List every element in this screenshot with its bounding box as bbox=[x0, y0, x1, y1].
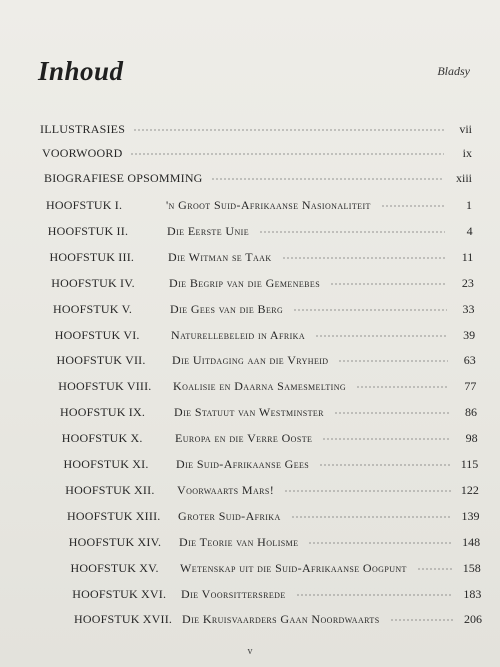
chapter-page: 206 bbox=[464, 612, 482, 627]
chapter-page: 77 bbox=[464, 379, 477, 394]
chapter-page: 122 bbox=[460, 482, 479, 497]
chapter-number: HOOFSTUK VIII. bbox=[58, 379, 152, 394]
toc-entry-biografiese-opsomming bbox=[44, 170, 472, 186]
chapter-heading: Die Witman se Taak bbox=[168, 249, 272, 264]
chapter-heading: Die Teorie van Holisme bbox=[179, 534, 299, 549]
chapter-heading: Groter Suid-Afrika bbox=[178, 508, 281, 523]
dot-leader bbox=[334, 412, 449, 414]
toc-entry-chapter-15 bbox=[71, 560, 481, 576]
chapter-heading: Die Statuut van Westminster bbox=[174, 405, 324, 420]
toc-entry-chapter-4 bbox=[51, 275, 474, 291]
chapter-page: 33 bbox=[462, 301, 475, 316]
chapter-number: HOOFSTUK I. bbox=[46, 198, 123, 212]
chapter-number: HOOFSTUK V. bbox=[53, 301, 133, 316]
toc-entry-label: ILLUSTRASIES bbox=[40, 122, 126, 136]
toc-entry-page: ix bbox=[462, 146, 472, 160]
chapter-number: HOOFSTUK X. bbox=[61, 431, 143, 446]
chapter-number: HOOFSTUK IX. bbox=[60, 405, 146, 420]
toc-entry-chapter-12 bbox=[65, 482, 479, 498]
toc-entry-label: BIOGRAFIESE OPSOMMING bbox=[44, 171, 203, 185]
toc-entry-chapter-9 bbox=[60, 404, 477, 420]
dot-leader bbox=[356, 386, 448, 388]
dot-leader bbox=[291, 516, 452, 518]
dot-leader bbox=[322, 438, 450, 440]
page-folio: v bbox=[247, 646, 253, 657]
chapter-number: HOOFSTUK XIII. bbox=[67, 508, 161, 523]
dot-leader bbox=[130, 153, 444, 155]
chapter-page: 11 bbox=[461, 249, 474, 264]
toc-entry-page: xiii bbox=[455, 171, 472, 185]
toc-entry-voorwoord bbox=[42, 145, 472, 161]
chapter-heading: Koalisie en Daarna Samesmelting bbox=[173, 379, 347, 394]
chapter-number: HOOFSTUK XII. bbox=[65, 482, 155, 497]
chapter-page: 115 bbox=[460, 457, 479, 471]
toc-entry-chapter-2 bbox=[48, 223, 473, 239]
toc-entry-chapter-1 bbox=[46, 197, 472, 213]
chapter-heading: Europa en die Verre Ooste bbox=[175, 431, 313, 446]
dot-leader bbox=[330, 283, 446, 285]
chapter-number: HOOFSTUK XI. bbox=[63, 457, 149, 471]
toc-entry-chapter-14 bbox=[69, 534, 480, 550]
chapter-page: 63 bbox=[463, 353, 476, 368]
dot-leader bbox=[315, 335, 447, 337]
chapter-heading: Die Begrip van die Gemenebes bbox=[169, 275, 321, 290]
dot-leader bbox=[211, 178, 444, 180]
chapter-page: 1 bbox=[466, 198, 472, 212]
dot-leader bbox=[296, 594, 453, 596]
chapter-number: HOOFSTUK II. bbox=[47, 223, 129, 238]
page-title: Inhoud bbox=[38, 56, 124, 86]
dot-leader bbox=[338, 360, 448, 362]
dot-leader bbox=[284, 490, 451, 492]
toc-entry-chapter-11 bbox=[64, 456, 479, 472]
toc-entry-illustrasies bbox=[40, 121, 472, 137]
chapter-number: HOOFSTUK XVII. bbox=[74, 612, 173, 627]
toc-entry-chapter-17 bbox=[74, 611, 482, 627]
chapter-number: HOOFSTUK XIV. bbox=[68, 534, 162, 549]
dot-leader bbox=[259, 231, 445, 233]
toc-entry-chapter-10 bbox=[62, 430, 478, 446]
toc-entry-label: VOORWOORD bbox=[42, 146, 123, 160]
chapter-number: HOOFSTUK VI. bbox=[54, 327, 140, 342]
toc-entry-page: vii bbox=[459, 122, 472, 136]
chapter-heading: Die Kruisvaarders Gaan Noordwaarts bbox=[182, 612, 380, 627]
chapter-page: 23 bbox=[461, 275, 474, 290]
chapter-number: HOOFSTUK IV. bbox=[51, 275, 135, 290]
dot-leader bbox=[282, 257, 445, 259]
chapter-heading: Die Gees van die Berg bbox=[170, 301, 284, 316]
chapter-page: 39 bbox=[463, 327, 476, 342]
chapter-page: 158 bbox=[462, 560, 481, 575]
chapter-heading: Voorwaarts Mars! bbox=[177, 482, 275, 497]
toc-entry-chapter-6 bbox=[55, 327, 475, 343]
dot-leader bbox=[319, 464, 450, 466]
chapter-heading: Die Voorsittersrede bbox=[181, 586, 286, 601]
chapter-heading: 'n Groot Suid-Afrikaanse Nasionaliteit bbox=[166, 198, 371, 212]
chapter-page: 4 bbox=[466, 223, 473, 238]
chapter-page: 86 bbox=[465, 405, 477, 420]
toc-entry-chapter-13 bbox=[67, 508, 480, 524]
chapter-number: HOOFSTUK VII. bbox=[56, 353, 146, 368]
chapter-page: 183 bbox=[463, 586, 482, 601]
chapter-number: HOOFSTUK XV. bbox=[70, 560, 159, 575]
toc-entry-chapter-5 bbox=[53, 301, 475, 317]
chapter-heading: Naturellebeleid in Afrika bbox=[171, 327, 305, 342]
chapter-page: 148 bbox=[462, 534, 481, 549]
dot-leader bbox=[308, 542, 452, 544]
toc-entry-chapter-16 bbox=[72, 586, 481, 602]
chapter-heading: Die Eerste Unie bbox=[167, 223, 249, 238]
chapter-number: HOOFSTUK XVI. bbox=[72, 586, 167, 601]
toc-entry-chapter-3 bbox=[50, 249, 474, 265]
toc-entry-chapter-7 bbox=[57, 352, 476, 368]
dot-leader bbox=[293, 309, 447, 311]
page-column-header: Bladsy bbox=[437, 64, 470, 78]
chapter-page: 98 bbox=[465, 431, 478, 446]
chapter-heading: Die Suid-Afrikaanse Gees bbox=[176, 457, 310, 471]
chapter-number: HOOFSTUK III. bbox=[49, 249, 135, 264]
toc-entry-chapter-8 bbox=[58, 378, 476, 394]
chapter-heading: Die Uitdaging aan die Vryheid bbox=[172, 353, 329, 368]
chapter-heading: Wetenskap uit die Suid-Afrikaanse Oogpunt bbox=[180, 560, 407, 575]
dot-leader bbox=[133, 129, 444, 131]
chapter-page: 139 bbox=[461, 508, 480, 523]
